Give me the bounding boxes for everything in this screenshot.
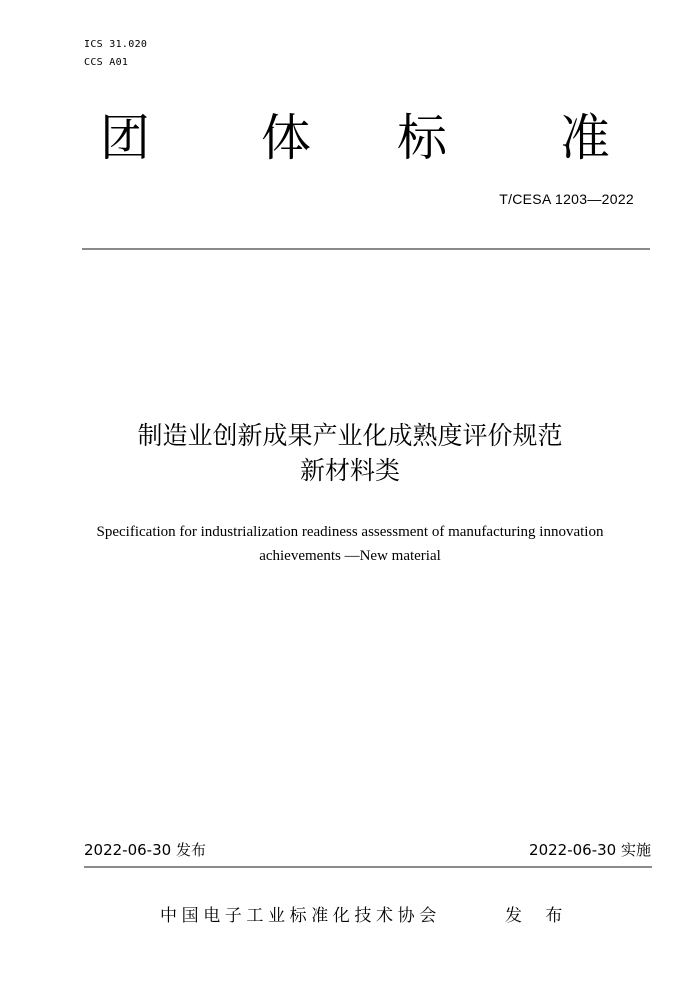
classification-codes <box>84 36 147 72</box>
english-title <box>30 520 670 568</box>
ics-code: ICS 31.020 <box>84 39 148 50</box>
publish-label: 发 布 <box>505 906 572 926</box>
standard-type-char: 团 <box>100 109 150 167</box>
standard-type-char: 准 <box>560 109 610 167</box>
issue-date: 2022-06-30 发布 <box>84 841 206 859</box>
implementation-date: 2022-06-30 实施 <box>529 841 651 859</box>
chinese-title-line: 制造业创新成果产业化成熟度评价规范 <box>137 421 563 450</box>
standard-type-char: 体 <box>261 109 311 167</box>
chinese-title-line: 新材料类 <box>299 456 400 485</box>
top-divider <box>82 248 650 250</box>
bottom-divider <box>84 866 652 868</box>
english-title-line: achievements —New material <box>259 548 441 564</box>
standard-type-heading <box>0 106 700 176</box>
issuing-organization: 中国电子工业标准化技术协会 <box>160 906 441 926</box>
english-title-line: Specification for industrialization readiness assessment of manufacturing innovation <box>96 524 604 540</box>
chinese-title <box>0 418 700 488</box>
ccs-code: CCS A01 <box>84 57 129 68</box>
standard-type-char: 标 <box>397 109 447 167</box>
standard-number: T/CESA 1203—2022 <box>499 191 634 207</box>
